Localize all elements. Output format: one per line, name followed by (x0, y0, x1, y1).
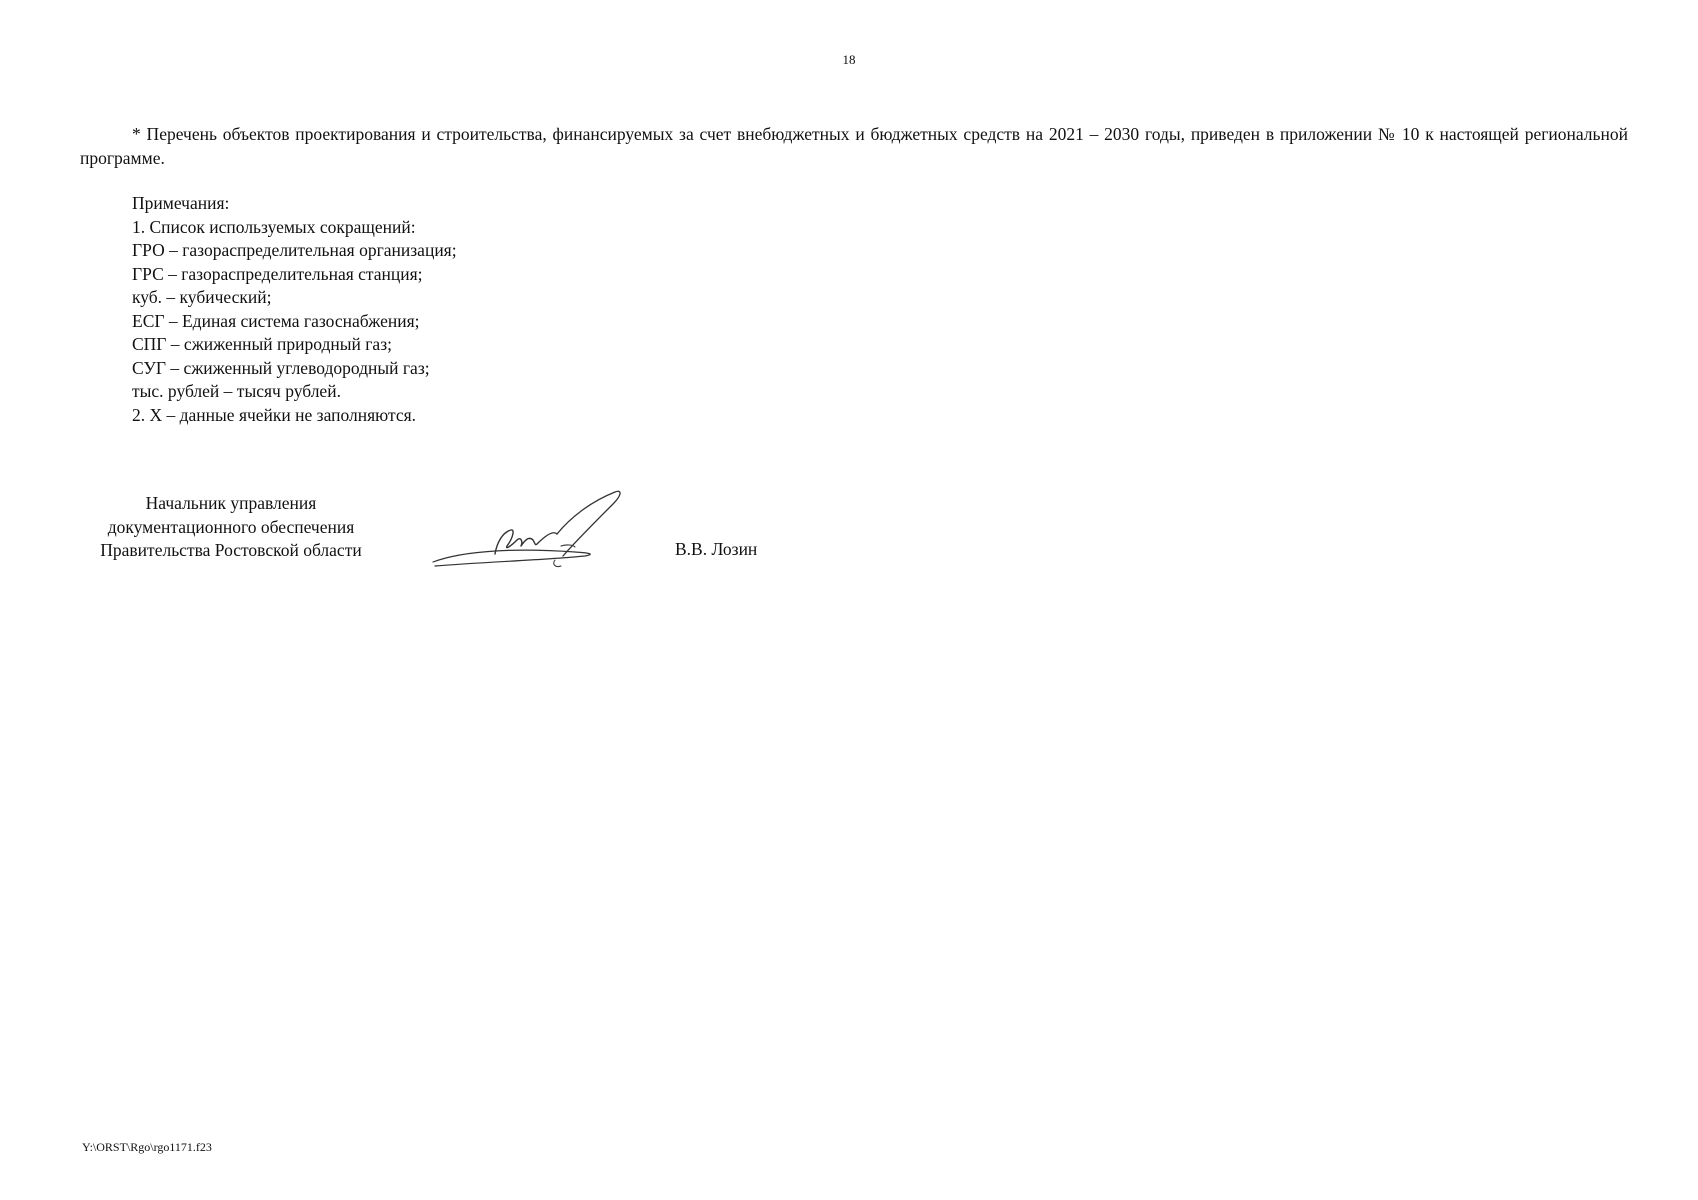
notes-heading: Примечания: (132, 193, 230, 213)
page-number: 18 (842, 52, 856, 67)
footnote-text: * Перечень объектов проектирования и строительства, финансируемых за счет внебюджетных и бюджетных средств на 2021 – 2030 годы, приведен в приложении № 10 к настоящей региональной программе. (80, 124, 1628, 168)
notes-line: ЕСГ – Единая система газоснабжения; (132, 310, 420, 331)
handwritten-signature (425, 490, 635, 574)
signatory-name: В.В. Лозин (675, 539, 758, 559)
notes-line: 2. Х – данные ячейки не заполняются. (132, 404, 417, 425)
signatory-title-line: Начальник управления (145, 493, 317, 513)
file-path: Y:\ORST\Rgo\rgo1171.f23 (82, 1140, 212, 1154)
signatory-title (70, 492, 392, 563)
notes-line: куб. – кубический; (132, 287, 272, 307)
notes-line: тыс. рублей – тысяч рублей. (132, 381, 341, 401)
notes-line: ГРС – газораспределительная станция; (132, 263, 423, 284)
notes-line: ГРО – газораспределительная организация; (132, 240, 457, 260)
signatory-title-line: Правительства Ростовской области (100, 540, 362, 560)
notes-line: СУГ – сжиженный углеводородный газ; (132, 357, 430, 378)
signatory-title-line: документационного обеспечения (107, 516, 355, 537)
notes-section (132, 192, 832, 427)
notes-line: 1. Список используемых сокращений: (132, 216, 416, 237)
notes-line: СПГ – сжиженный природный газ; (132, 334, 392, 354)
